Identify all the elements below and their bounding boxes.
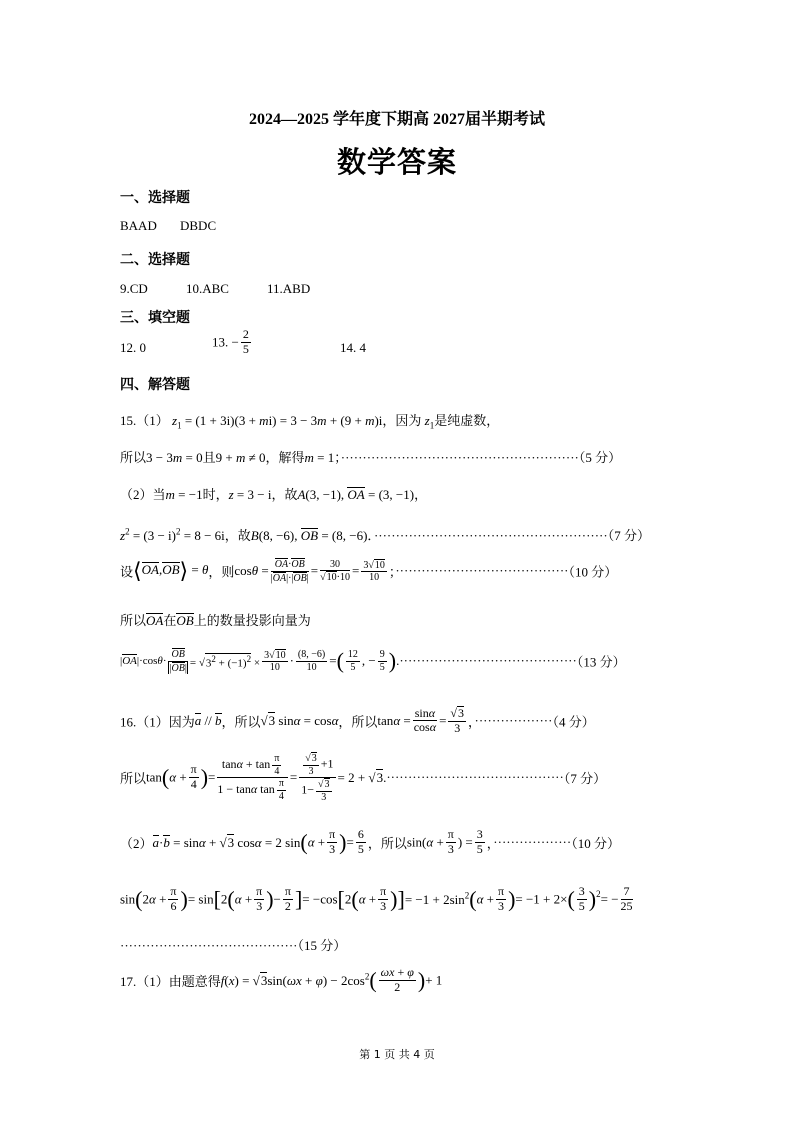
score-5: （5 分） [578, 450, 622, 465]
q15-text-13: 在 [163, 613, 177, 628]
q16-text-6: ，所以 [367, 835, 407, 851]
q15-formula-z1: $z_1 = (1 + 3i)(3 + mi) = 3 - 3m + (9 + m)i$ [172, 413, 383, 431]
q15-text-3: 所以 [120, 450, 147, 465]
answer-13 [212, 328, 253, 357]
q15-text-7: 时， [202, 487, 229, 502]
dot-leader: ········································· [120, 938, 298, 953]
answer-group-1: BAAD [120, 218, 157, 233]
q15-text-9: ，故 [224, 528, 251, 543]
score-7b: （7 分） [563, 771, 607, 786]
dot-leader: ······················································ [373, 528, 608, 543]
q16-text-2: ，所以 [221, 714, 261, 730]
q15-text-11: ，则 [208, 564, 235, 580]
q15-line-7: |OA|·cosθ· $\frac{OB}{|OB|}$ = $√3^2 + (-1)^2$ × $\frac{3√10}{10}$ · $\frac{(8, -6)}{10}$ =( $\frac{12}{5}$ , − $\frac{9}{5}$ ).·········································（13 分） [120, 648, 626, 674]
answer-13-den: 5 [242, 341, 249, 356]
answer-group-2: DBDC [180, 218, 217, 233]
page-footer: 第 1 页 共 4 页 [359, 1048, 435, 1061]
section-heading-3: 三、填空题 [120, 310, 190, 326]
dot-leader: ········································ [395, 563, 569, 578]
section-heading-1: 一、选择题 [120, 190, 190, 206]
score-10: （10 分） [568, 564, 618, 580]
q15-text-4: 且 [202, 450, 216, 465]
dot-leader: ······················································· [340, 450, 579, 465]
q15-line-6: 所以OA在OB上的数量投影向量为 [120, 613, 311, 628]
answer-9: 9.CD [120, 281, 148, 296]
answer-10: 10.ABC [186, 281, 229, 296]
q16-line-1: 16.（1）因为a // b，所以√3 sinα = cosα，所以tanα = $\frac{\sin\alpha}{\cos\alpha}$ = $\frac{√3}{3}$ ，··················（4 分） [120, 705, 595, 735]
q15-line-1: 15.（1） $z_1 = (1 + 3i)(3 + mi) = 3 - 3m + (9 + m)i$，因为 $z_1$是纯虚数， [120, 413, 500, 431]
answer-11: 11.ABD [267, 281, 311, 296]
q15-line-2: 所以3 − 3m = 0且9 + m ≠ 0，解得m = 1；·······················································（5 分） [120, 450, 622, 465]
q15-text-8: ，故 [271, 487, 298, 502]
q15-line-5: 设⟨OA,OB⟩ = θ，则cosθ = $\frac{OA\cdot OB}{|OA|\cdot|OB|}$ = $\frac{30}{√10\cdot 10}$ = $\frac{3√10}{10}$ ；········································（10 分） [120, 558, 618, 584]
score-10b: （10 分） [571, 835, 620, 851]
q17-text-1: 17.（1）由题意得 [120, 973, 221, 989]
score-4: （4 分） [552, 714, 595, 730]
answer-13-num: 2 [242, 327, 249, 341]
q16-line-5 [120, 935, 346, 954]
dot-leader: ········································· [386, 769, 564, 785]
q17-line-1: 17.（1）由题意得$f(x) = √3\sin(\omega x + \varphi) - 2\cos^2$( $\frac{\omega x + \varphi}{2}$ )+ 1 [120, 965, 443, 994]
score-15: （15 分） [297, 938, 347, 953]
q15-text-6: （2）当 [120, 487, 166, 502]
section-heading-4: 四、解答题 [120, 377, 190, 393]
dot-leader: ·················· [493, 834, 572, 850]
score-13: （13 分） [576, 654, 626, 670]
q16-line-4: sin(2α + $\frac{\pi}{6}$ )= sin[2(α + $\frac{\pi}{3}$ )− $\frac{\pi}{2}$ ]= −cos[2(α + $\frac{\pi}{3}$ )]= $-1 + 2\sin^2(\alpha$ + $\frac{\pi}{3}$ )= −1 + 2×( $\frac{3}{5}$ )$^2$= − $\frac{7}{25}$ [120, 884, 633, 913]
score-7: （7 分） [607, 528, 650, 543]
dot-leader: ·················· [474, 712, 553, 728]
q15-text-5: ，解得 [265, 450, 305, 465]
q15-text-14: 上的数量投影向量为 [193, 613, 311, 628]
answer-14: 14. 4 [340, 340, 366, 355]
q16-text-1: 16.（1）因为 [120, 714, 195, 730]
q15-text-12: 所以 [120, 613, 147, 628]
exam-title: 2024—2025 学年度下期高 2027届半期考试 [248, 111, 545, 128]
q15-label: 15.（1） [120, 413, 169, 428]
q16-text-4: 所以 [120, 771, 147, 786]
q16-line-3: （2）a·b = sinα + √3 cosα = 2 sin(α + $\frac{\pi}{3}$ )= $\frac{6}{5}$ ，所以sin(α + $\frac{\pi}{3}$ ) = $\frac{3}{5}$ ，··················（10 分） [120, 827, 620, 856]
q15-text-1: ，因为 [382, 413, 422, 428]
q16-line-2: 所以tan(α + $\frac{\pi}{4}$ )= tanα + tan $\frac{\pi}{4}$ 1 − tanα tan $\frac{\pi}{4}$ = $\frac{√3}{3}$ +1 1− $\frac{√3}{3}$ = 2 + √3.·········································（7 分） [120, 753, 607, 803]
section-heading-2: 二、选择题 [120, 252, 190, 268]
q15-text-2: 是纯虚数， [434, 413, 500, 428]
answer-13-prefix: 13. − [212, 334, 239, 350]
q15-line-3: （2）当m = −1时，z = 3 − i，故A(3, −1), OA = (3, −1)， [120, 487, 428, 502]
q16-text-3: ，所以 [338, 714, 378, 730]
subject-title: 数学答案 [336, 145, 457, 179]
answer-12: 12. 0 [120, 340, 146, 355]
dot-leader: ········································· [399, 653, 577, 668]
q15-line-4: $z^2 = (3 - i)^2 = 8 - 6i$，故B(8, −6), OB = (8, −6)．······················································（7 分） [120, 526, 650, 543]
q15-text-10: 设 [120, 564, 134, 580]
q16-text-5: （2） [120, 835, 153, 851]
